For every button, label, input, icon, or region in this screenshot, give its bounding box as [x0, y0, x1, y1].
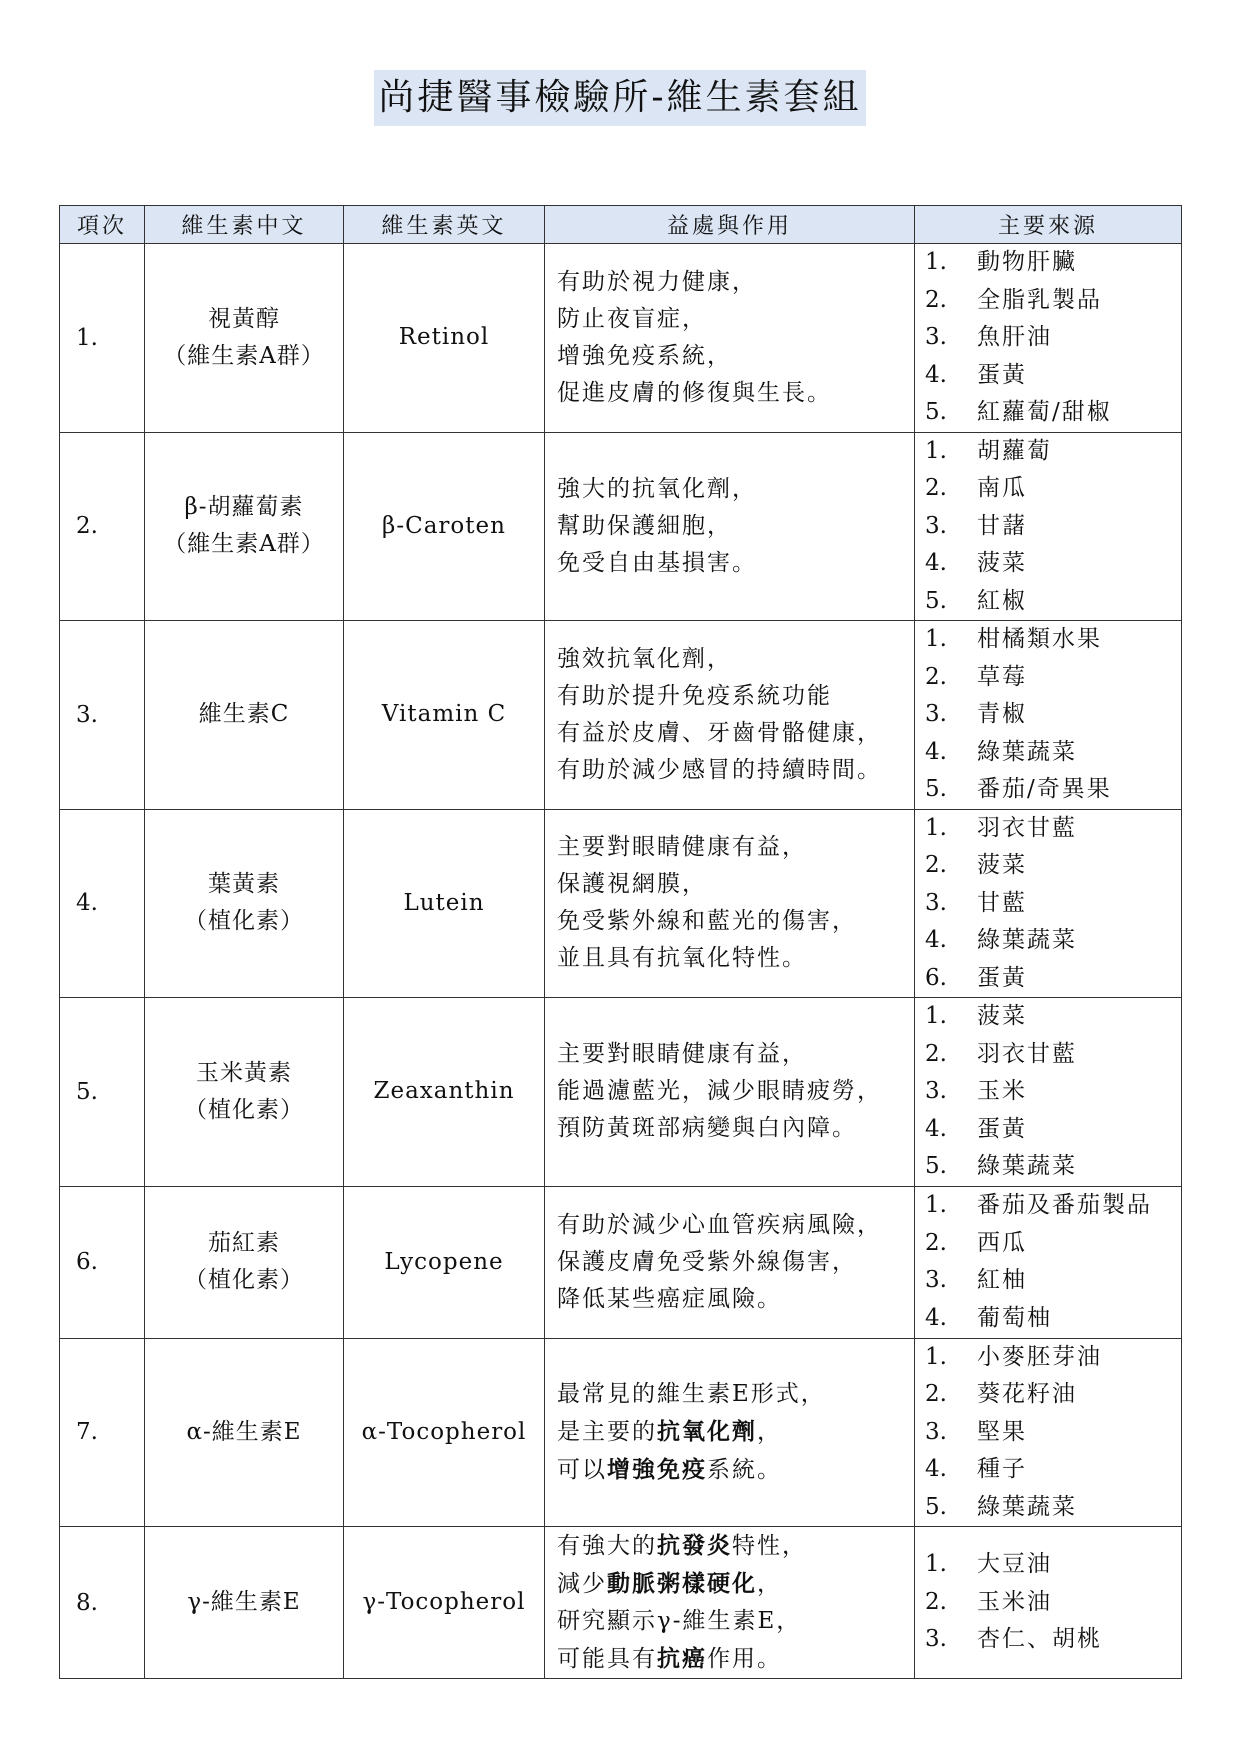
- benefit-emphasis: 動脈粥樣硬化: [607, 1570, 757, 1597]
- benefit-text: ，: [757, 1418, 782, 1445]
- source-item: [925, 470, 1181, 508]
- source-number: 3.: [925, 1626, 947, 1653]
- source-item: [925, 696, 1181, 734]
- benefit-line: [557, 1110, 914, 1147]
- benefit-text: 促進皮膚的修復與生長。: [557, 379, 832, 406]
- benefit-text: 幫助保護細胞，: [557, 512, 732, 539]
- row-index: 6.: [60, 1186, 145, 1338]
- benefit-line: [557, 1603, 914, 1640]
- source-number: 4.: [925, 550, 947, 576]
- chinese-name-line: 茄紅素: [208, 1230, 280, 1256]
- source-item: [925, 282, 1181, 320]
- header-chinese-name: 維生素中文: [145, 206, 344, 244]
- source-number: 3.: [925, 1078, 947, 1104]
- row-index: 1.: [60, 244, 145, 433]
- header-index: 項次: [60, 206, 145, 244]
- source-text: 蛋黃: [977, 361, 1027, 388]
- table-row: [60, 244, 1182, 433]
- source-text: 草莓: [977, 663, 1027, 690]
- source-text: 菠菜: [977, 550, 1027, 576]
- source-number: 5.: [925, 776, 947, 802]
- benefit-text: 增強免疫系統，: [557, 342, 732, 369]
- source-number: 2.: [925, 1381, 947, 1407]
- benefit-line: [557, 1073, 914, 1110]
- benefit-line: [557, 752, 914, 789]
- benefit-emphasis: 抗發炎: [657, 1532, 732, 1559]
- source-number: 2.: [925, 286, 947, 313]
- source-text: 小麥胚芽油: [977, 1343, 1102, 1370]
- source-number: 5.: [925, 1493, 947, 1520]
- table-row: [60, 809, 1182, 998]
- benefit-line: [557, 264, 914, 301]
- source-number: 4.: [925, 927, 947, 953]
- source-item: [925, 771, 1181, 809]
- benefit-text: 最常見的維生素E形式，: [557, 1380, 826, 1407]
- benefit-text: 可能具有: [557, 1646, 657, 1672]
- source-item: [925, 1262, 1181, 1300]
- vitamin-english-name: Zeaxanthin: [344, 998, 545, 1187]
- vitamin-chinese-name: [145, 432, 344, 621]
- source-item: [925, 1584, 1181, 1622]
- source-text: 綠葉蔬菜: [977, 927, 1077, 953]
- header-sources: 主要來源: [915, 206, 1182, 244]
- source-text: 甘藷: [977, 512, 1027, 539]
- sources-cell: [915, 244, 1182, 433]
- benefit-text: 強效抗氧化劑，: [557, 645, 732, 672]
- source-item: [925, 810, 1181, 848]
- source-item: [925, 1414, 1181, 1452]
- source-item: [925, 1148, 1181, 1186]
- source-item: [925, 1036, 1181, 1074]
- source-number: 3.: [925, 1267, 947, 1293]
- source-text: 甘藍: [977, 889, 1027, 916]
- vitamin-english-name: Lycopene: [344, 1186, 545, 1338]
- benefit-line: [557, 471, 914, 508]
- table-row: [60, 1527, 1182, 1679]
- benefit-line: [557, 641, 914, 678]
- chinese-name-line: （植化素）: [184, 908, 304, 935]
- source-text: 柑橘類水果: [977, 626, 1102, 652]
- benefit-text: 降低某些癌症風險。: [557, 1285, 782, 1312]
- benefit-line: [557, 1244, 914, 1281]
- benefit-text: 有助於減少感冒的持續時間。: [557, 756, 882, 783]
- benefit-emphasis: 增強免疫: [607, 1455, 707, 1483]
- vitamin-chinese-name: [145, 809, 344, 998]
- chinese-name-line: （植化素）: [184, 1096, 304, 1123]
- source-text: 綠葉蔬菜: [977, 1493, 1077, 1520]
- source-number: 1.: [925, 1003, 947, 1029]
- benefit-line: [557, 715, 914, 752]
- source-text: 紅椒: [977, 587, 1027, 614]
- source-number: 2.: [925, 663, 947, 690]
- source-text: 蛋黃: [977, 964, 1027, 991]
- source-number: 4.: [925, 1304, 947, 1331]
- source-number: 2.: [925, 1229, 947, 1256]
- benefit-emphasis: 抗氧化劑: [657, 1417, 757, 1445]
- vitamin-english-name: Retinol: [344, 244, 545, 433]
- source-item: [925, 1225, 1181, 1263]
- source-item: [925, 508, 1181, 546]
- benefit-line: [557, 301, 914, 338]
- benefits-cell: [545, 1338, 915, 1527]
- source-text: 南瓜: [977, 475, 1027, 501]
- source-text: 全脂乳製品: [977, 286, 1102, 313]
- benefit-text: 減少: [557, 1571, 607, 1597]
- sources-cell: [915, 1338, 1182, 1527]
- benefit-text: 主要對眼睛健康有益，: [557, 1041, 807, 1068]
- chinese-name-line: 視黃醇: [208, 305, 280, 332]
- benefits-cell: [545, 244, 915, 433]
- benefit-text: 研究顯示γ-維生素E，: [557, 1608, 802, 1634]
- sources-cell: [915, 621, 1182, 810]
- table-row: [60, 998, 1182, 1187]
- row-index: 3.: [60, 621, 145, 810]
- source-number: 5.: [925, 587, 947, 614]
- table-row: [60, 1338, 1182, 1527]
- source-number: 2.: [925, 1588, 947, 1615]
- source-item: [925, 998, 1181, 1036]
- source-text: 羽衣甘藍: [977, 1040, 1077, 1067]
- table-row: [60, 1186, 1182, 1338]
- chinese-name-line: （維生素A群）: [163, 342, 325, 369]
- source-number: 1.: [925, 626, 947, 652]
- benefit-line: [557, 829, 914, 866]
- benefit-text: 有助於視力健康，: [557, 268, 757, 295]
- source-item: [925, 1489, 1181, 1527]
- chinese-name-line: （維生素A群）: [163, 531, 325, 558]
- source-item: [925, 357, 1181, 395]
- benefit-line: [557, 1527, 914, 1565]
- source-number: 1.: [925, 1192, 947, 1218]
- benefit-text: 主要對眼睛健康有益，: [557, 834, 807, 861]
- benefit-line: [557, 1640, 914, 1678]
- vitamin-chinese-name: [145, 244, 344, 433]
- source-text: 種子: [977, 1456, 1027, 1482]
- header-benefits: 益處與作用: [545, 206, 915, 244]
- benefit-line: [557, 678, 914, 715]
- source-item: [925, 1073, 1181, 1111]
- source-item: [925, 1621, 1181, 1659]
- table-row: [60, 621, 1182, 810]
- benefit-text: 可以: [557, 1456, 607, 1483]
- source-item: [925, 621, 1181, 659]
- source-item: [925, 885, 1181, 923]
- benefit-line: [557, 1207, 914, 1244]
- benefit-line: [557, 545, 914, 582]
- benefit-emphasis: 抗癌: [657, 1645, 707, 1672]
- sources-cell: [915, 432, 1182, 621]
- source-text: 葡萄柚: [977, 1304, 1052, 1331]
- source-item: [925, 244, 1181, 282]
- source-number: 3.: [925, 1418, 947, 1445]
- vitamin-chinese-name: [145, 621, 344, 810]
- source-text: 胡蘿蔔: [977, 437, 1052, 464]
- benefit-text: 系統。: [707, 1456, 782, 1483]
- sources-cell: [915, 1527, 1182, 1679]
- source-text: 蛋黃: [977, 1115, 1027, 1142]
- benefit-line: [557, 375, 914, 412]
- source-item: [925, 1376, 1181, 1414]
- benefit-text: 有益於皮膚、牙齒骨骼健康，: [557, 719, 882, 746]
- source-item: [925, 545, 1181, 583]
- row-index: 5.: [60, 998, 145, 1187]
- source-number: 4.: [925, 1456, 947, 1482]
- source-number: 1.: [925, 1551, 947, 1578]
- source-number: 5.: [925, 399, 947, 425]
- benefit-text: 並且具有抗氧化特性。: [557, 945, 807, 972]
- source-item: [925, 1339, 1181, 1377]
- vitamin-chinese-name: [145, 1186, 344, 1338]
- source-item: [925, 583, 1181, 621]
- benefit-line: [557, 1281, 914, 1318]
- source-text: 動物肝臟: [977, 249, 1077, 275]
- source-number: 1.: [925, 437, 947, 464]
- sources-cell: [915, 809, 1182, 998]
- source-number: 6.: [925, 964, 947, 991]
- benefit-line: [557, 1036, 914, 1073]
- source-number: 1.: [925, 249, 947, 275]
- source-number: 1.: [925, 1343, 947, 1370]
- benefits-cell: [545, 809, 915, 998]
- benefit-text: 有助於提升免疫系統功能: [557, 682, 832, 709]
- benefit-text: 特性，: [732, 1533, 807, 1559]
- vitamin-chinese-name: [145, 1338, 344, 1527]
- vitamin-table: [59, 205, 1182, 1679]
- source-item: [925, 922, 1181, 960]
- benefit-text: 保護皮膚免受紫外線傷害，: [557, 1248, 857, 1275]
- benefit-text: 是主要的: [557, 1418, 657, 1445]
- vitamin-chinese-name: [145, 1527, 344, 1679]
- source-item: [925, 1111, 1181, 1149]
- header-english-name: 維生素英文: [344, 206, 545, 244]
- chinese-name-line: γ-維生素E: [187, 1589, 301, 1615]
- source-item: [925, 1546, 1181, 1584]
- source-number: 2.: [925, 1040, 947, 1067]
- benefit-line: [557, 940, 914, 977]
- chinese-name-line: 葉黃素: [208, 871, 280, 898]
- source-number: 3.: [925, 889, 947, 916]
- source-number: 2.: [925, 852, 947, 878]
- benefit-text: 能過濾藍光，減少眼睛疲勞，: [557, 1078, 882, 1105]
- row-index: 4.: [60, 809, 145, 998]
- benefit-text: 免受紫外線和藍光的傷害，: [557, 908, 857, 935]
- chinese-name-line: β-胡蘿蔔素: [184, 494, 304, 521]
- sources-cell: [915, 1186, 1182, 1338]
- source-text: 紅蘿蔔/甜椒: [977, 399, 1112, 425]
- benefit-line: [557, 508, 914, 545]
- benefits-cell: [545, 998, 915, 1187]
- benefit-text: 保護視網膜，: [557, 871, 707, 898]
- benefit-text: 強大的抗氧化劑，: [557, 475, 757, 502]
- row-index: 7.: [60, 1338, 145, 1527]
- source-item: [925, 659, 1181, 697]
- source-text: 魚肝油: [977, 324, 1052, 350]
- source-item: [925, 734, 1181, 772]
- benefit-text: 防止夜盲症，: [557, 305, 707, 332]
- vitamin-english-name: γ-Tocopherol: [344, 1527, 545, 1679]
- table-header-row: [60, 206, 1182, 244]
- source-item: [925, 433, 1181, 471]
- source-number: 5.: [925, 1153, 947, 1179]
- benefit-line: [557, 1451, 914, 1489]
- source-number: 1.: [925, 814, 947, 841]
- vitamin-chinese-name: [145, 998, 344, 1187]
- source-text: 菠菜: [977, 1003, 1027, 1029]
- source-number: 3.: [925, 324, 947, 350]
- benefits-cell: [545, 1186, 915, 1338]
- benefit-text: 免受自由基損害。: [557, 549, 757, 576]
- benefits-cell: [545, 432, 915, 621]
- benefit-text: 預防黃斑部病變與白內障。: [557, 1115, 857, 1142]
- vitamin-english-name: Lutein: [344, 809, 545, 998]
- source-item: [925, 847, 1181, 885]
- source-text: 葵花籽油: [977, 1381, 1077, 1407]
- benefit-text: 有助於減少心血管疾病風險，: [557, 1211, 882, 1238]
- benefit-line: [557, 1413, 914, 1451]
- source-number: 4.: [925, 738, 947, 765]
- source-item: [925, 1451, 1181, 1489]
- chinese-name-line: α-維生素E: [186, 1418, 302, 1445]
- benefit-line: [557, 903, 914, 940]
- source-text: 菠菜: [977, 852, 1027, 878]
- source-number: 3.: [925, 701, 947, 727]
- row-index: 2.: [60, 432, 145, 621]
- source-number: 3.: [925, 512, 947, 539]
- source-text: 玉米油: [977, 1588, 1052, 1615]
- source-number: 4.: [925, 361, 947, 388]
- sources-cell: [915, 998, 1182, 1187]
- table-row: [60, 432, 1182, 621]
- benefit-text: ，: [757, 1571, 782, 1597]
- source-text: 紅柚: [977, 1267, 1027, 1293]
- source-item: [925, 1187, 1181, 1225]
- source-text: 青椒: [977, 701, 1027, 727]
- source-text: 綠葉蔬菜: [977, 738, 1077, 765]
- benefit-line: [557, 866, 914, 903]
- source-text: 羽衣甘藍: [977, 814, 1077, 841]
- vitamin-english-name: Vitamin C: [344, 621, 545, 810]
- benefit-text: 作用。: [707, 1646, 782, 1672]
- chinese-name-line: （植化素）: [184, 1267, 304, 1293]
- benefit-text: 有強大的: [557, 1533, 657, 1559]
- source-text: 綠葉蔬菜: [977, 1153, 1077, 1179]
- benefit-line: [557, 1376, 914, 1413]
- source-item: [925, 960, 1181, 998]
- vitamin-english-name: β-Caroten: [344, 432, 545, 621]
- source-item: [925, 1300, 1181, 1338]
- source-text: 西瓜: [977, 1229, 1027, 1256]
- source-item: [925, 319, 1181, 357]
- source-text: 玉米: [977, 1078, 1027, 1104]
- vitamin-english-name: α-Tocopherol: [344, 1338, 545, 1527]
- chinese-name-line: 玉米黃素: [196, 1059, 292, 1086]
- row-index: 8.: [60, 1527, 145, 1679]
- source-text: 堅果: [977, 1418, 1027, 1445]
- source-text: 大豆油: [977, 1551, 1052, 1578]
- source-number: 2.: [925, 475, 947, 501]
- benefit-line: [557, 1565, 914, 1603]
- source-item: [925, 394, 1181, 432]
- benefit-line: [557, 338, 914, 375]
- source-text: 番茄及番茄製品: [977, 1192, 1152, 1218]
- source-text: 番茄/奇異果: [977, 776, 1112, 802]
- chinese-name-line: 維生素C: [198, 701, 290, 728]
- page-title: 尚捷醫事檢驗所-維生素套組: [374, 70, 865, 126]
- source-text: 杏仁、胡桃: [977, 1626, 1102, 1653]
- source-number: 4.: [925, 1115, 947, 1142]
- benefits-cell: [545, 1527, 915, 1679]
- benefits-cell: [545, 621, 915, 810]
